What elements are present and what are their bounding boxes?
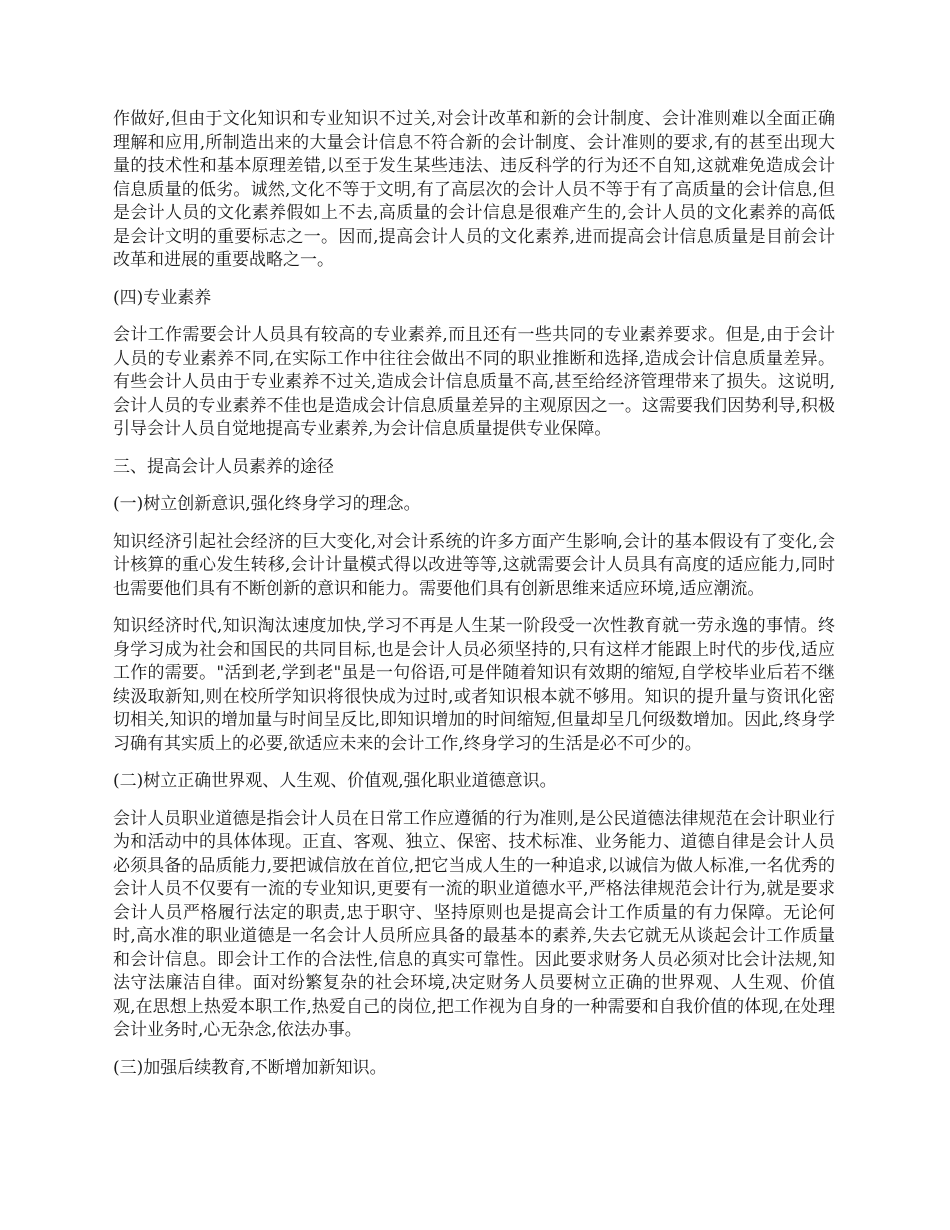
paragraph-professional-ethics: 会计人员职业道德是指会计人员在日常工作应遵循的行为准则,是公民道德法律规范在会计职业行为和活动中的具体体现。正直、客观、独立、保密、技术标准、业务能力、道德自律是会计人员必须具备的品质能力,要把诚信放在首位,把它当成人生的一种追求,以诚信为做人标准,一名优秀的会计人员不仅要有一流的专业知识,更要有一流的职业道德水平,严格法律规范会计行为,就是要求会计人员严格履行法定的职责,忠于职守、坚持原则也是提高会计工作质量的有力保障。无论何时,高水准的职业道德是一名会计人员所应具备的最基本的素养,失去它就无从谈起会计工作质量和会计信息。即会计工作的合法性,信息的真实可靠性。因此要求财务人员必须对比会计法规,知法守法廉洁自律。面对纷繁复杂的社会环境,决定财务人员要树立正确的世界观、人生观、价值观,在思想上热爱本职工作,热爱自己的岗位,把工作视为自身的一种需要和自我价值的体现,在处理会计业务时,心无杂念,依法办事。 <box>113 808 835 1040</box>
subheading-professional-ethics: (二)树立正确世界观、人生观、价值观,强化职业道德意识。 <box>113 771 557 791</box>
subheading-continuing-education: (三)加强后续教育,不断增加新知识。 <box>113 1057 387 1078</box>
paragraph-professional-literacy: 会计工作需要会计人员具有较高的专业素养,而且还有一些共同的专业素养要求。但是,由于会计人员的专业素养不同,在实际工作中往往会做出不同的职业推断和选择,造成会计信息质量差异。有些会计人员由于专业素养不过关,造成会计信息质量不高,甚至给经济管理带来了损失。这说明,会计人员的专业素养不佳也是造成会计信息质量差异的主观原因之一。这需要我们因势利导,积极引导会计人员自觉地提高专业素养,为会计信息质量提供专业保障。 <box>113 325 835 439</box>
document-page <box>113 108 835 1094</box>
section-heading-ways-to-improve: 三、提高会计人员素养的途径 <box>113 456 334 477</box>
section-heading-professional-literacy: (四)专业素养 <box>113 287 212 308</box>
paragraph-knowledge-economy: 知识经济引起社会经济的巨大变化,对会计系统的许多方面产生影响,会计的基本假设有了变化,会计核算的重心发生转移,会计计量模式得以改进等等,这就需要会计人员具有高度的适应能力,同时也需要他们具有不断创新的意识和能力。需要他们具有创新思维来适应环境,适应潮流。 <box>113 531 835 599</box>
subheading-innovation-lifelong-learning: (一)树立创新意识,强化终身学习的理念。 <box>113 494 421 514</box>
paragraph-lifelong-learning: 知识经济时代,知识淘汰速度加快,学习不再是人生某一阶段受一次性教育就一劳永逸的事情。终身学习成为社会和国民的共同目标,也是会计人员必须坚持的,只有这样才能跟上时代的步伐,适应工作的需要。"活到老,学到老"虽是一句俗语,可是伴随着知识有效期的缩短,自学校毕业后若不继续汲取新知,则在校所学知识将很快成为过时,或者知识根本就不够用。知识的提升量与资讯化密切相关,知识的增加量与时间呈反比,即知识增加的时间缩短,但量却呈几何级数增加。因此,终身学习确有其实质上的必要,欲适应未来的会计工作,终身学习的生活是必不可少的。 <box>113 616 835 754</box>
paragraph-cultural-literacy: 作做好,但由于文化知识和专业知识不过关,对会计改革和新的会计制度、会计准则难以全面正确理解和应用,所制造出来的大量会计信息不符合新的会计制度、会计准则的要求,有的甚至出现大量的技术性和基本原理差错,以至于发生某些违法、违反科学的行为还不自知,这就难免造成会计信息质量的低劣。诚然,文化不等于文明,有了高层次的会计人员不等于有了高质量的会计信息,但是会计人员的文化素养假如上不去,高质量的会计信息是很难产生的,会计人员的文化素养的高低是会计文明的重要标志之一。因而,提高会计人员的文化素养,进而提高会计信息质量是目前会计改革和进展的重要战略之一。 <box>113 109 835 270</box>
